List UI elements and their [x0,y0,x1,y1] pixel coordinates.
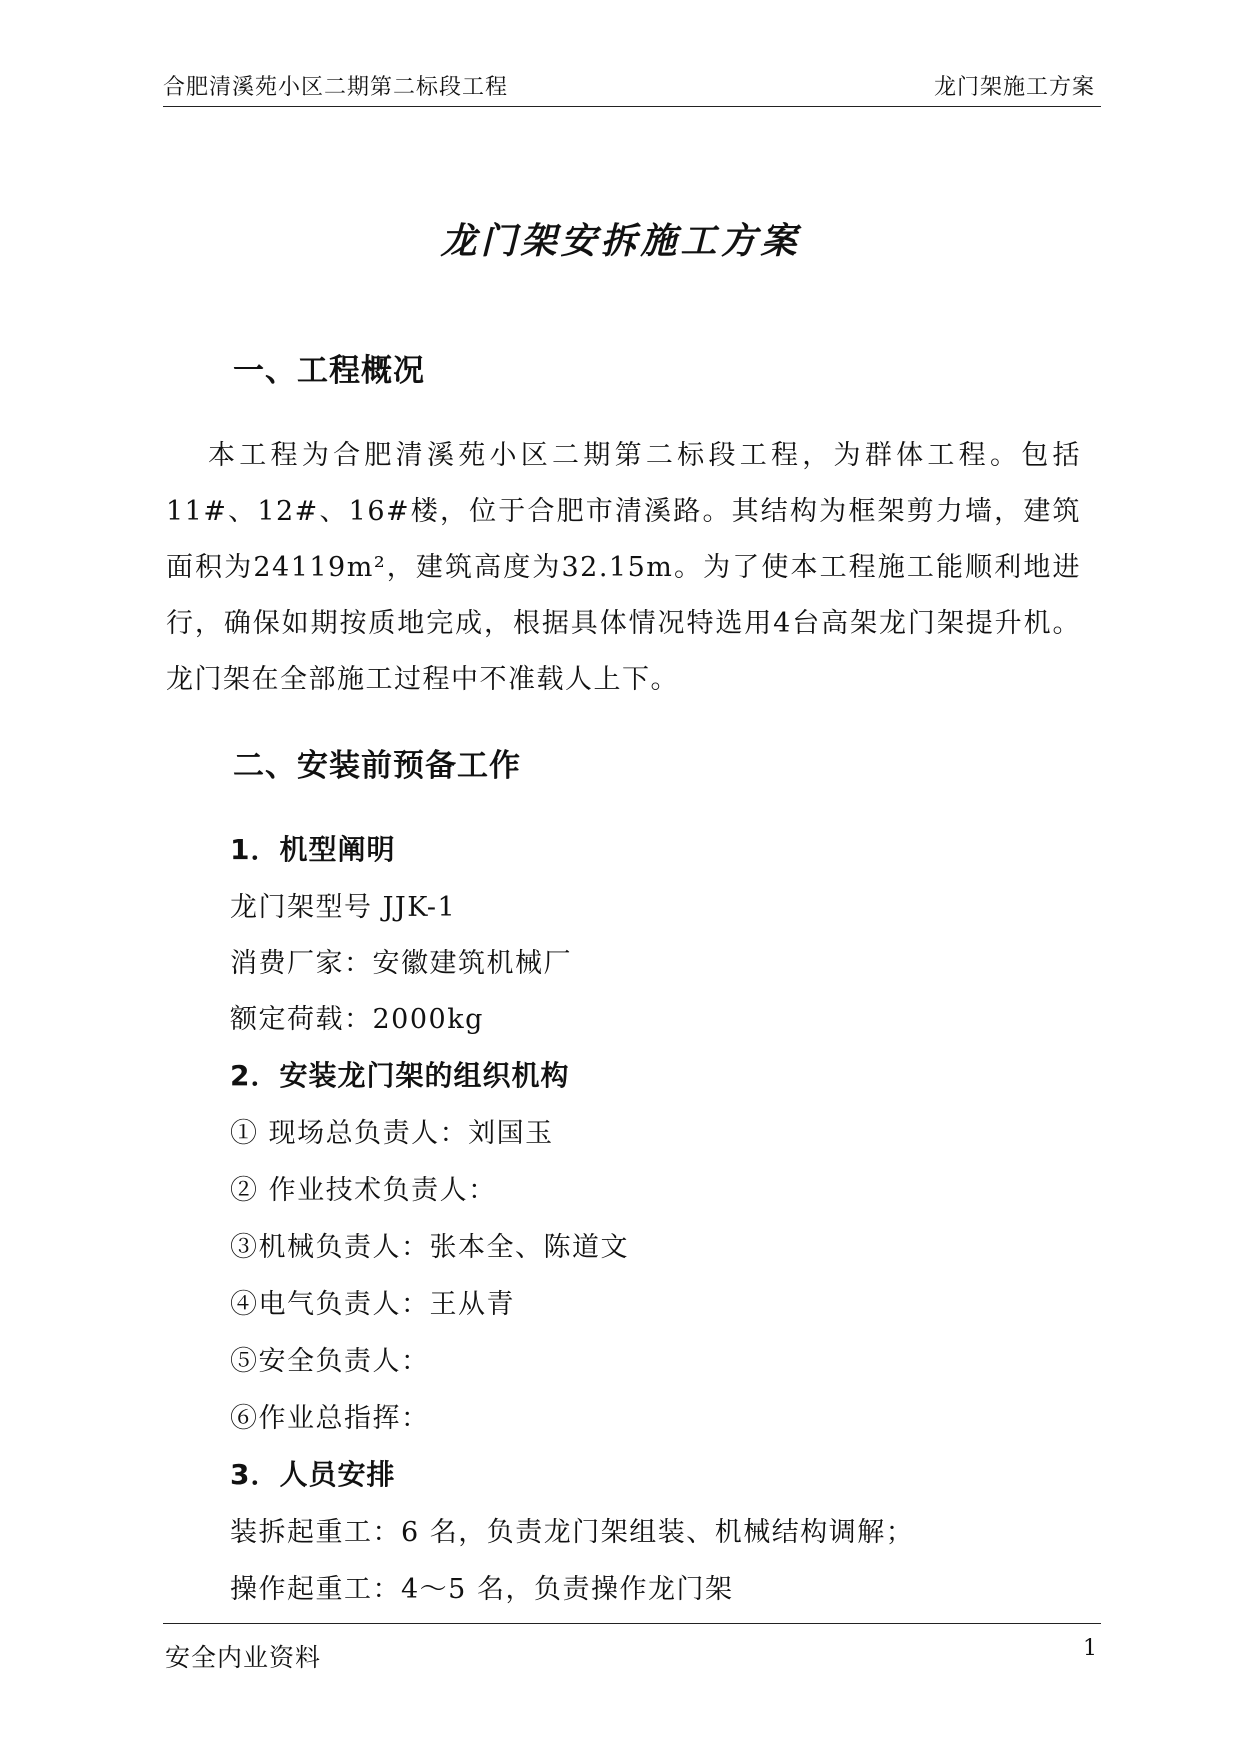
header-project-name: 合肥清溪苑小区二期第二标段工程 [163,75,509,100]
org-line: ② 作业技术负责人： [230,1175,497,1206]
page-header [163,62,1101,107]
subsection-1-heading: 1．机型阐明 [230,833,396,866]
rated-load-line: 额定荷载：2000kg [230,1004,484,1035]
section-1-paragraph [166,428,1081,708]
staff-line: 操作起重工：4～5 名，负责操作龙门架 [230,1574,734,1605]
org-line: ⑥作业总指挥： [230,1403,430,1434]
page-footer [163,1623,1101,1684]
org-line: ④电气负责人：王从青 [230,1289,515,1320]
section-2-heading: 二、安装前预备工作 [233,748,521,784]
subsection-2-heading: 2．安装龙门架的组织机构 [230,1059,570,1092]
page-number: 1 [1083,1636,1097,1661]
model-line: 龙门架型号 JJK-1 [230,892,457,923]
org-line: ③机械负责人：张本全、陈道文 [230,1232,629,1263]
org-line: ① 现场总负责人：刘国玉 [230,1118,554,1149]
document-title: 龙门架安拆施工方案 [440,221,801,262]
subsection-3-heading: 3．人员安排 [230,1458,396,1491]
staff-line: 装拆起重工：6 名，负责龙门架组装、机械结构调解； [230,1517,915,1548]
overview-text: 本工程为合肥清溪苑小区二期第二标段工程，为群体工程。包括11#、12#、16#楼，位于合肥市清溪路。其结构为框架剪力墙，建筑面积为24119m²，建筑高度为32.15m。为了使本工程施工能顺利地进行，确保如期按质地完成，根据具体情况特选用4台高架龙门架提升机。龙门架在全部施工过程中不准载人上下。 [166,440,1081,695]
header-doc-name: 龙门架施工方案 [933,75,1095,100]
org-line: ⑤安全负责人： [230,1346,430,1377]
footer-label: 安全内业资料 [165,1643,322,1672]
section-1-heading: 一、工程概况 [233,353,425,389]
manufacturer-line: 消费厂家：安徽建筑机械厂 [230,948,572,979]
